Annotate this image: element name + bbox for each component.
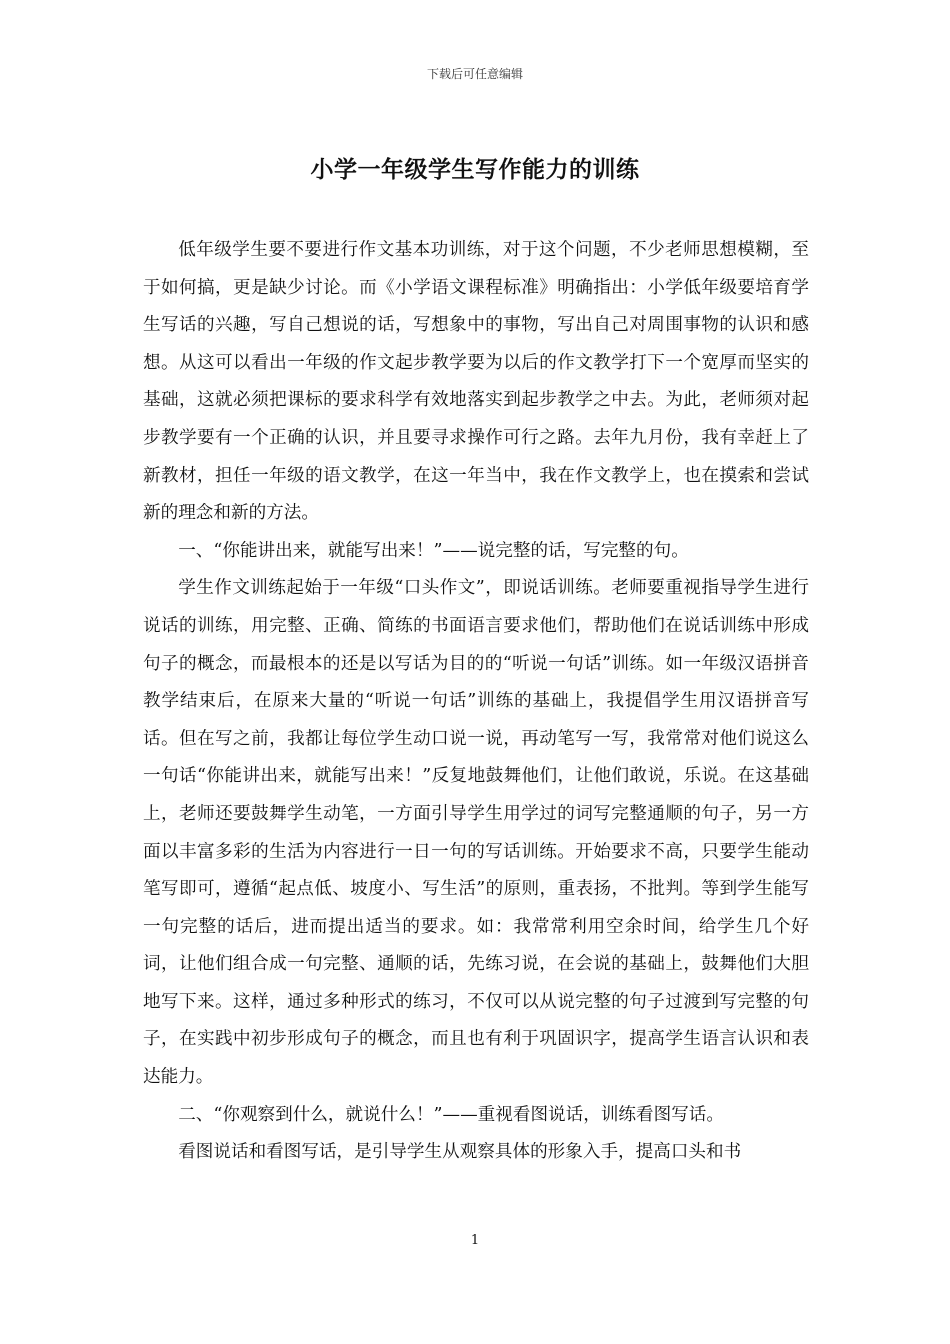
document-title: 小学一年级学生写作能力的训练 (310, 156, 640, 183)
header-note: 下载后可任意编辑 (426, 67, 523, 81)
paragraph-intro: 低年级学生要不要进行作文基本功训练，对于这个问题，不少老师思想模糊，至于如何搞，更是缺少讨论。而《小学语文课程标准》明确指出：小学低年级要培育学生写话的兴趣，写自己想说的话，写想象中的事物，写出自己对周围事物的认识和感想。从这可以看出一年级的作文起步教学要为以后的作文教学打下一个宽厚而坚实的基础，这就必须把课标的要求科学有效地落实到起步教学之中去。为此，老师须对起步教学要有一个正确的认识，并且要寻求操作可行之路。去年九月份，我有幸赶上了新教材，担任一年级的语文教学，在这一年当中，我在作文教学上，也在摸索和尝试新的理念和新的方法。 (143, 240, 809, 524)
section-heading-1: 一、“你能讲出来，就能写出来！”——说完整的话，写完整的句。 (178, 540, 689, 561)
page-number: 1 (470, 1233, 480, 1248)
document-body (143, 232, 809, 1172)
section-heading-2: 二、“你观察到什么，就说什么！”——重视看图说话，训练看图写话。 (178, 1104, 724, 1125)
paragraph-section-1: 学生作文训练起始于一年级“口头作文”，即说话训练。老师要重视指导学生进行说话的训练，用完整、正确、简练的书面语言要求他们，帮助他们在说话训练中形成句子的概念，而最根本的还是以写话为目的的“听说一句话”训练。如一年级汉语拼音教学结束后，在原来大量的“听说一句话”训练的基础上，我提倡学生用汉语拼音写话。但在写之前，我都让每位学生动口说一说，再动笔写一写，我常常对他们说这么一句话“你能讲出来，就能写出来！”反复地鼓舞他们，让他们敢说，乐说。在这基础上，老师还要鼓舞学生动笔，一方面引导学生用学过的词写完整通顺的句子，另一方面以丰富多彩的生活为内容进行一日一句的写话训练。开始要求不高，只要学生能动笔写即可，遵循“起点低、坡度小、写生活”的原则，重表扬，不批判。等到学生能写一句完整的话后，进而提出适当的要求。如：我常常利用空余时间，给学生几个好词，让他们组合成一句完整、通顺的话，先练习说，在会说的基础上，鼓舞他们大胆地写下来。这样，通过多种形式的练习，不仅可以从说完整的句子过渡到写完整的句子，在实践中初步形成句子的概念，而且也有利于巩固识字，提高学生语言认识和表达能力。 (143, 578, 809, 1088)
paragraph-section-2: 看图说话和看图写话，是引导学生从观察具体的形象入手，提高口头和书 (178, 1142, 742, 1163)
